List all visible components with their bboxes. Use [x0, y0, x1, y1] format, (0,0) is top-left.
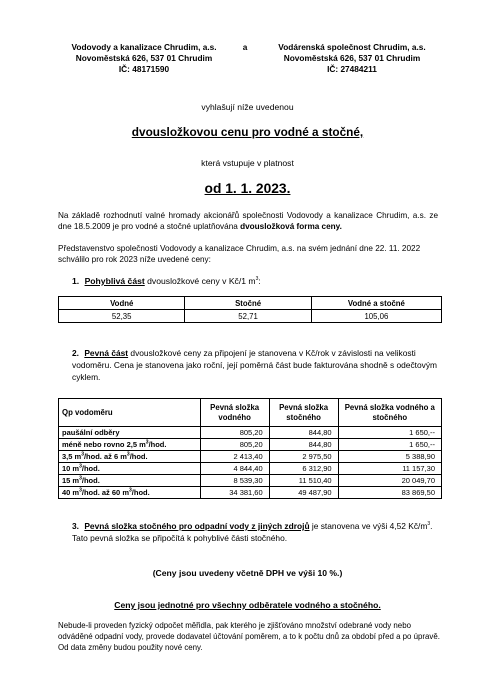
row-value-vodne: 805,20 [200, 427, 269, 439]
row-value-vodne: 2 413,40 [200, 451, 269, 463]
row-value-stocne: 2 975,50 [269, 451, 338, 463]
header-fixed-stocne: Pevná složka stočného [269, 399, 338, 427]
row-value-total: 5 388,90 [338, 451, 441, 463]
row-value-total: 11 157,30 [338, 463, 441, 475]
company-right-name: Vodárenská společnost Chrudim, a.s. [278, 42, 426, 52]
main-title: dvousložkovou cenu pro vodné a stočné, [131, 125, 364, 139]
header-fixed-vodne: Pevná složka vodného [200, 399, 269, 427]
vat-note: (Ceny jsou uvedeny včetně DPH ve výši 10 %.) [152, 568, 343, 578]
header-vodne-stocne: Vodné a stočné [311, 297, 441, 310]
company-right-address: Novoměstská 626, 537 01 Chrudim [283, 53, 421, 63]
row-value-stocne: 6 312,90 [269, 463, 338, 475]
company-left-address: Novoměstská 626, 537 01 Chrudim [75, 53, 213, 63]
row-value-total: 20 049,70 [338, 475, 441, 487]
board-paragraph: Představenstvo společnosti Vodovody a kanalizace Chrudim, a.s. na svém jednání dne 22. 11. 2022 schválilo pro rok 2023 níže uvedené ceny: [58, 244, 421, 264]
row-value-stocne: 844,80 [269, 427, 338, 439]
table-row [59, 427, 442, 439]
effective-date: od 1. 1. 2023. [204, 181, 291, 196]
section3-title: Pevná složka stočného pro odpadní vody z jiných zdrojů [84, 521, 310, 531]
table-row [59, 475, 442, 487]
table-header-row [59, 297, 442, 310]
section1-heading [72, 276, 442, 287]
company-left [58, 42, 230, 75]
header-qp: Qp vodoměru [59, 399, 201, 427]
section3-sup: 3 [427, 521, 431, 528]
intro-text: vyhlašují níže uvedenou [201, 102, 294, 112]
row-value-stocne: 844,80 [269, 439, 338, 451]
section1-title: Pohyblivá část [84, 276, 145, 286]
row-label: 3,5 $m^3$/hod. až 6 $m^3$/hod. [59, 451, 201, 463]
fixed-price-table [58, 398, 442, 499]
header-stocne: Stočné [185, 297, 311, 310]
value-stocne: 52,71 [185, 310, 311, 323]
header-connector: a [242, 42, 248, 52]
section3-number: 3. [72, 521, 79, 531]
row-label: 10 $m^3$/hod. [59, 463, 201, 475]
section2-number: 2. [72, 348, 79, 358]
section2-paragraph [72, 347, 442, 383]
row-label: 15 $m^3$/hod. [59, 475, 201, 487]
table-row [59, 487, 442, 499]
validity-text: která vstupuje v platnost [201, 158, 294, 168]
section3-text: je stanovena ve výši 4,52 Kč/m [311, 521, 428, 531]
value-vodne: 52,35 [59, 310, 185, 323]
section1-number: 1. [72, 276, 80, 286]
table-row [59, 451, 442, 463]
section2-title: Pevná část [84, 348, 129, 358]
variable-price-table [58, 296, 442, 323]
row-value-vodne: 8 539,30 [200, 475, 269, 487]
row-value-total: 1 650,-- [338, 439, 441, 451]
company-left-ic: IČ: 48171590 [118, 64, 170, 74]
header-vodne: Vodné [59, 297, 185, 310]
row-label: 40 $m^3$/hod. až 60 $m^3$/hod. [59, 487, 201, 499]
company-left-name: Vodovody a kanalizace Chrudim, a.s. [71, 42, 217, 52]
table-header-row [59, 399, 442, 427]
uniform-price-note: Ceny jsou jednotné pro všechny odběratele vodného a stočného. [114, 600, 381, 610]
section2-text: dvousložkové ceny za připojení je stanovena v Kč/rok v závislosti na velikosti vodoměru. Cena je stanovena jako roční, její poměrná část bude fakturována shodně s odečtovým cyklem. [72, 348, 437, 382]
decision-bold: dvousložková forma ceny. [240, 222, 342, 231]
row-value-stocne: 49 487,90 [269, 487, 338, 499]
row-value-total: 1 650,-- [338, 427, 441, 439]
table-row [59, 439, 442, 451]
row-value-vodne: 805,20 [200, 439, 269, 451]
section1-sup: 3 [255, 276, 259, 283]
company-right-ic: IČ: 27484211 [327, 64, 377, 74]
row-label: paušální odběry [59, 427, 201, 439]
section1-text: dvousložkové ceny v Kč/1 m [147, 276, 256, 286]
table-row [59, 463, 442, 475]
value-vodne-stocne: 105,06 [311, 310, 441, 323]
table-row [59, 310, 442, 323]
section1-text-after: : [258, 276, 261, 286]
row-value-vodne: 4 844,40 [200, 463, 269, 475]
row-label: méně nebo rovno 2,5 $m^3$/hod. [59, 439, 201, 451]
row-value-total: 83 869,50 [338, 487, 441, 499]
decision-paragraph [58, 210, 438, 232]
header-fixed-total: Pevná složka vodného a stočného [338, 399, 441, 427]
section3-paragraph [72, 520, 442, 544]
row-value-stocne: 11 510,40 [269, 475, 338, 487]
footer-paragraph: Nebude-li proveden fyzický odpočet měřidla, pak kterého je zjišťováno množství odebrané vody nebo odváděné odpadní vody, provede dodavatel účtování poměrem, a to k počtu dnů za období před a po úpravě. Od data změny budou použity nové ceny. [58, 621, 440, 652]
decision-text: Na základě rozhodnutí valné hromady akcionářů společnosti Vodovody a kanalizace Chrudim, a.s. ze dne 18.5.2009 je pro vodné a stočné uplatňována [58, 211, 438, 231]
row-value-vodne: 34 381,60 [200, 487, 269, 499]
company-right [262, 42, 442, 75]
section3-text-after: . Tato pevná složka se připočítá k pohyblivé části stočného. [72, 521, 433, 543]
